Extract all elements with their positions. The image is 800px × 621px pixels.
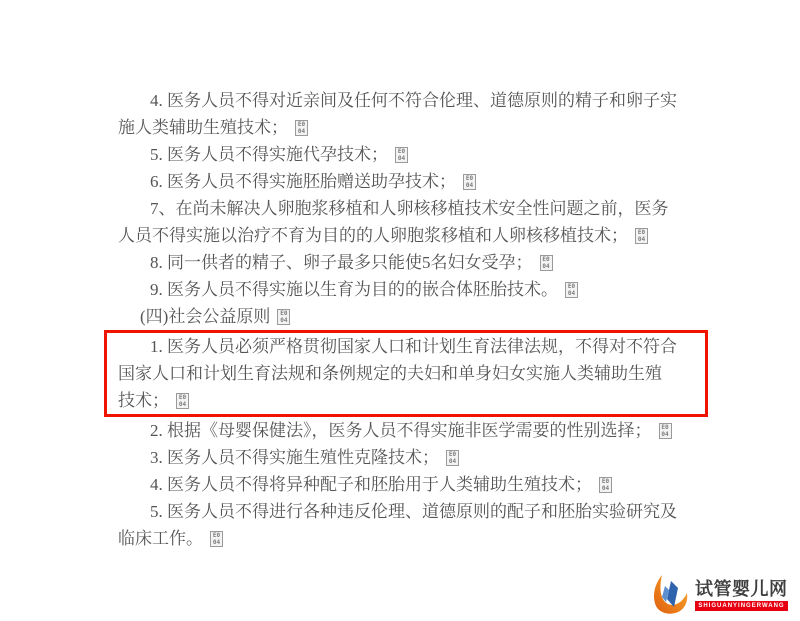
line-text: 8. 同一供者的精子、卵子最多只能使5名妇女受孕； (150, 253, 533, 272)
missing-glyph-box-icon: E0 04 (395, 147, 408, 163)
missing-glyph-box-icon: E0 04 (635, 228, 648, 244)
section-heading-line (104, 303, 708, 330)
text-line (104, 525, 708, 552)
text-line (104, 417, 708, 444)
text-line (104, 222, 708, 249)
line-text: 5. 医务人员不得实施代孕技术； (150, 145, 388, 164)
line-text: 施人类辅助生殖技术； (118, 118, 288, 137)
site-watermark-logo (650, 572, 790, 616)
document-body (104, 87, 708, 552)
text-line (104, 276, 708, 303)
logo-text-block (695, 578, 788, 611)
missing-glyph-box-icon: E0 04 (210, 531, 223, 547)
missing-glyph-box-icon: E0 04 (599, 477, 612, 493)
text-line (107, 333, 705, 360)
missing-glyph-box-icon: E0 04 (176, 393, 189, 409)
text-line (104, 168, 708, 195)
line-text: 6. 医务人员不得实施胚胎赠送助孕技术； (150, 172, 456, 191)
line-text: 9. 医务人员不得实施以生育为目的的嵌合体胚胎技术。 (150, 280, 558, 299)
line-text: 7、在尚未解决人卵胞浆移植和人卵核移植技术安全性问题之前，医务 (150, 199, 669, 218)
missing-glyph-box-icon: E0 04 (446, 450, 459, 466)
missing-glyph-box-icon: E0 04 (463, 174, 476, 190)
logo-title: 试管婴儿网 (695, 578, 788, 599)
logo-subtitle: SHIGUANYINGERWANG (695, 601, 788, 611)
missing-glyph-box-icon: E0 04 (565, 282, 578, 298)
text-line (107, 360, 705, 387)
text-line (107, 387, 705, 414)
text-line (104, 444, 708, 471)
line-text: 2. 根据《母婴保健法》，医务人员不得实施非医学需要的性别选择； (150, 421, 652, 440)
line-text: 人员不得实施以治疗不育为目的的人卵胞浆移植和人卵核移植技术； (118, 226, 628, 245)
text-line (104, 195, 708, 222)
line-text: 临床工作。 (118, 529, 203, 548)
line-text: 技术； (118, 391, 169, 410)
missing-glyph-box-icon: E0 04 (295, 120, 308, 136)
highlight-box (104, 330, 708, 417)
text-line (104, 471, 708, 498)
missing-glyph-box-icon: E0 04 (540, 255, 553, 271)
line-text: 4. 医务人员不得对近亲间及任何不符合伦理、道德原则的精子和卵子实 (150, 91, 677, 110)
text-line (104, 114, 708, 141)
line-text: 4. 医务人员不得将异种配子和胚胎用于人类辅助生殖技术； (150, 475, 592, 494)
line-text: (四)社会公益原则 (140, 307, 271, 326)
line-text: 1. 医务人员必须严格贯彻国家人口和计划生育法律法规，不得对不符合 (150, 337, 677, 356)
missing-glyph-box-icon: E0 04 (277, 309, 290, 325)
line-text: 3. 医务人员不得实施生殖性克隆技术； (150, 448, 439, 467)
line-text: 国家人口和计划生育法规和条例规定的夫妇和单身妇女实施人类辅助生殖 (118, 364, 662, 383)
text-line (104, 498, 708, 525)
text-line (104, 249, 708, 276)
line-text: 5. 医务人员不得进行各种违反伦理、道德原则的配子和胚胎实验研究及 (150, 502, 677, 521)
text-line (104, 87, 708, 114)
logo-flame-icon (650, 573, 692, 615)
text-line (104, 141, 708, 168)
missing-glyph-box-icon: E0 04 (659, 423, 672, 439)
